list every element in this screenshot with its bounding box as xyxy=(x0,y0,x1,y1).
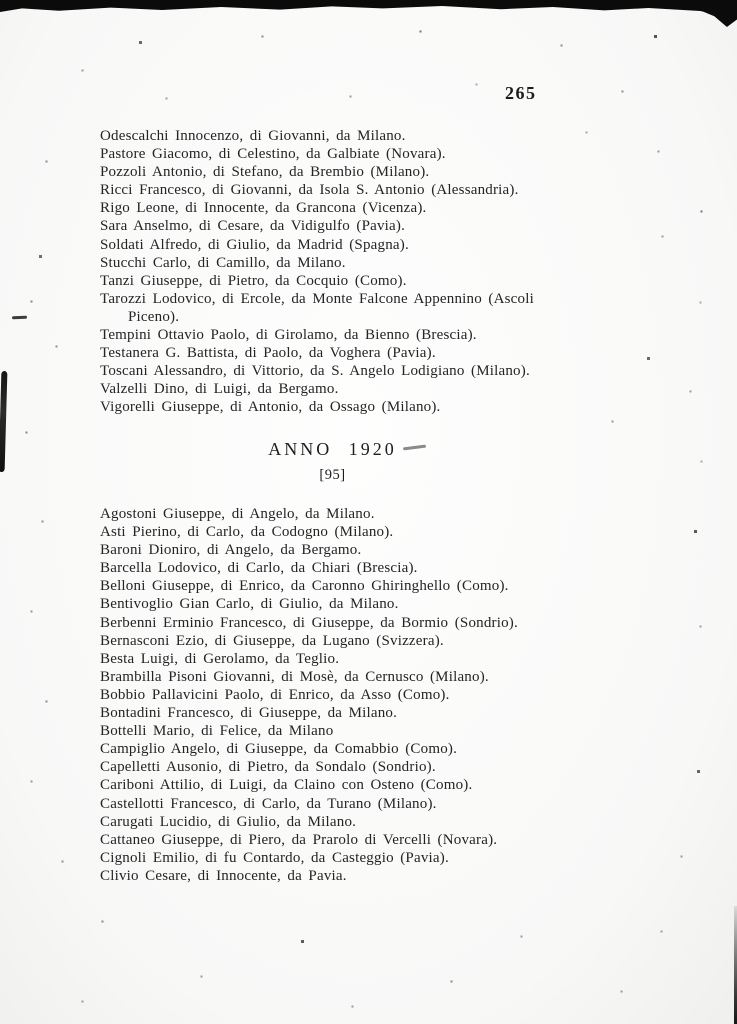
registry-entry: Bottelli Mario, di Felice, da Milano xyxy=(100,723,334,740)
registry-entry: Ricci Francesco, di Giovanni, da Isola S. Antonio (Alessandria). xyxy=(100,182,519,199)
registry-entry: Bernasconi Ezio, di Giuseppe, da Lugano (Svizzera). xyxy=(100,632,444,649)
registry-entry: Campiglio Angelo, di Giuseppe, da Comabbio (Como). xyxy=(100,741,458,758)
registry-entry: Besta Luigi, di Gerolamo, da Teglio. xyxy=(100,650,340,667)
scan-artifact-left-margin-dash xyxy=(12,316,27,320)
registry-entry: Clivio Cesare, di Innocente, da Pavia. xyxy=(100,867,347,884)
registry-list-1920 xyxy=(100,505,570,885)
scan-artifact-right-edge-strip xyxy=(734,906,737,1024)
registry-entry: Carugati Lucidio, di Giulio, da Milano. xyxy=(100,813,357,830)
registry-entry: Pozzoli Antonio, di Stefano, da Brembio (Milano). xyxy=(100,164,430,181)
registry-entry: Barcella Lodovico, di Carlo, da Chiari (Brescia). xyxy=(100,560,418,577)
registry-entry: Belloni Giuseppe, di Enrico, da Caronno Ghiringhello (Como). xyxy=(100,578,509,595)
registry-list-previous-year xyxy=(100,127,570,417)
registry-entry: Toscani Alessandro, di Vittorio, da S. Angelo Lodigiano (Milano). xyxy=(100,363,530,380)
registry-entry: Bentivoglio Gian Carlo, di Giulio, da Milano. xyxy=(100,596,399,613)
registry-entry: Asti Pierino, di Carlo, da Codogno (Milano). xyxy=(100,524,394,541)
registry-entry: Capelletti Ausonio, di Pietro, da Sondalo (Sondrio). xyxy=(100,759,436,776)
year-section-heading xyxy=(100,439,565,484)
registry-entry: Bobbio Pallavicini Paolo, di Enrico, da Asso (Como). xyxy=(100,686,450,703)
year-heading-title: ANNO 1920 xyxy=(268,439,397,459)
registry-entry: Valzelli Dino, di Luigi, da Bergamo. xyxy=(100,381,339,398)
scan-artifact-top-edge xyxy=(0,0,737,20)
registry-entry: Baroni Dioniro, di Angelo, da Bergamo. xyxy=(100,542,362,559)
scan-artifact-left-edge-streak xyxy=(0,371,7,472)
registry-entry: Testanera G. Battista, di Paolo, da Voghera (Pavia). xyxy=(100,345,436,362)
registry-entry: Tarozzi Lodovico, di Ercole, da Monte Falcone Appennino (Ascoli xyxy=(100,290,534,307)
page-number: 265 xyxy=(505,83,537,103)
registry-entry: Tanzi Giuseppe, di Pietro, da Cocquio (Como). xyxy=(100,272,407,289)
registry-entry: Piceno). xyxy=(128,308,180,325)
registry-entry: Tempini Ottavio Paolo, di Girolamo, da Bienno (Brescia). xyxy=(100,327,477,344)
registry-entry: Odescalchi Innocenzo, di Giovanni, da Milano. xyxy=(100,128,406,144)
registry-entry: Cariboni Attilio, di Luigi, da Claino con Osteno (Como). xyxy=(100,777,473,794)
registry-entry: Sara Anselmo, di Cesare, da Vidigulfo (Pavia). xyxy=(100,218,406,235)
scan-noise-speckles xyxy=(0,0,1,1)
registry-entry: Bontadini Francesco, di Giuseppe, da Milano. xyxy=(100,705,398,722)
registry-entry: Pastore Giacomo, di Celestino, da Galbiate (Novara). xyxy=(100,146,446,163)
year-heading-count: [95] xyxy=(319,467,346,483)
registry-entry: Stucchi Carlo, di Camillo, da Milano. xyxy=(100,254,346,271)
registry-entry: Vigorelli Giuseppe, di Antonio, da Ossago (Milano). xyxy=(100,399,441,416)
registry-entry: Rigo Leone, di Innocente, da Grancona (Vicenza). xyxy=(100,200,427,217)
registry-entry: Agostoni Giuseppe, di Angelo, da Milano. xyxy=(100,506,375,522)
registry-entry: Castellotti Francesco, di Carlo, da Turano (Milano). xyxy=(100,795,437,812)
registry-entry: Cignoli Emilio, di fu Contardo, da Casteggio (Pavia). xyxy=(100,849,449,866)
scan-artifact-top-right-corner xyxy=(695,0,737,27)
registry-entry: Cattaneo Giuseppe, di Piero, da Prarolo di Vercelli (Novara). xyxy=(100,831,498,848)
registry-entry: Brambilla Pisoni Giovanni, di Mosè, da Cernusco (Milano). xyxy=(100,668,489,685)
registry-entry: Soldati Alfredo, di Giulio, da Madrid (Spagna). xyxy=(100,236,409,253)
registry-entry: Berbenni Erminio Francesco, di Giuseppe, da Bormio (Sondrio). xyxy=(100,614,518,631)
